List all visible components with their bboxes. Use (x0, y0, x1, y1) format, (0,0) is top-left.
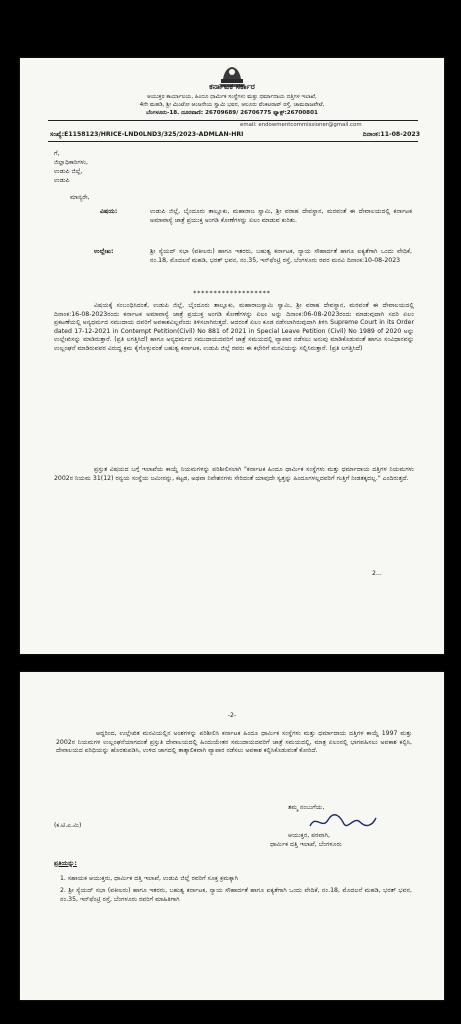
header-divider (48, 120, 418, 121)
office-address-line-3: ಬೆಂಗಳೂರು-18. ದೂರವಾಣಿ: 26709689/ 26706775 ಫ್ಯಾಕ್ಸ್:26700801 (146, 110, 318, 116)
office-address-line-2: 4ನೇ ಮಹಡಿ, ಶ್ರೀ ಮಿಂಟೋ ಆಂಜನೇಯ ಸ್ವಾಮಿ ಭವನ, ಆಲೂರು ವೆಂಕಟರಾವ್ ರಸ್ತೆ, ಚಾಮರಾಜಪೇಟೆ, (139, 102, 325, 108)
copy-item-2: 2. ಶ್ರೀ ಸ್ಯೆಯದ್ ಸಭಾ (ವಕೀಲರು) ಹಾಗೂ ಇತರರು, ಬಹುತ್ವ ಕರ್ನಾಟಕ, ನ್ಯಾಯ ಸೌಹಾರ್ದತೆ ಹಾಗೂ ಐಕ್ಯತೆಗಾಗಿ ಒಂದು ವೇದಿಕೆ, ನಂ.18, ಮೊದಲನೆ ಮಹಡಿ, ಭರತ್ ಭವನ, ನಂ.35, ಇನ್‌ಫೆಂಟ್ರಿ ರಸ್ತೆ, ಬೆಂಗಳೂರು ರವರಿಗೆ ಮಾಹಿತಿಗಾಗಿ (60, 887, 412, 903)
letter-page-2 (20, 672, 444, 1000)
addressee-line-3: ಉಡುಪಿ (54, 177, 70, 184)
copy-item-1: 1. ಸಹಾಯಕ ಆಯುಕ್ತರು, ಧಾರ್ಮಿಕ ದತ್ತಿ ಇಲಾಖೆ, ಉಡುಪಿ ಜಿಲ್ಲೆ ರವರಿಗೆ ಸೂಕ್ತ ಕ್ರಮಕ್ಕಾಗಿ (60, 875, 239, 882)
page-number: -2- (227, 712, 237, 719)
copy-heading: ಪ್ರತಿಯನ್ನು: (54, 860, 77, 867)
reference-divider (48, 141, 418, 142)
email-address: email: endowmentcommissioner@gmail.com (240, 122, 362, 128)
addressee-line-1: ಜಿಲ್ಲಾಧಿಕಾರಿಗಳು, (54, 159, 88, 166)
body-paragraph-1: ವಿಷಯಕ್ಕೆ ಸಂಬಂಧಿಸಿದಂತೆ, ಉಡುಪಿ ಜಿಲ್ಲೆ, ಬೈಂದೂರು ತಾಲ್ಲೂಕು, ಮಹಾರಾಜಸ್ವಾಮಿ ಸ್ವಾಮಿ, ಶ್ರೀ ವರಾಹ ದೇವಸ್ಥಾನ, ಮರವಂತೆ ಈ ದೇವಾಲಯದಲ್ಲಿ ದಿನಾಂಕ:16-08-2023ರಂದು ಕರ್ನಾಟಕ ಅಮಾವಾಸ್ಯೆ ಜಾತ್ರೆ ಪ್ರಯುಕ್ತ ಅಂಗಡಿ ಕೋಣೆಗಳನ್ನು ಏಲಂ ಅನ್ನು ದಿನಾಂಕ:06-08-2023ರಂದು ಮಾಡುವುದಾಗಿ ಸದರಿ ಏಲಂ ಪ್ರಕಟಣೆಯಲ್ಲಿ ಅನ್ಯಧರ್ಮದ ಸಮುದಾಯ ದವರಿಗೆ ಅವಕಾಶವಿಲ್ಲವೆಂದು ತಿಳಿಸಲಾಗಿರುತ್ತದೆ. ಆದರಂತೆ ಏಲಂ ಕೂಡ ನಡೆಸಲಾಗಿರುವುದಾಗಿ ತಿಳಿಸಿ Supreme Court in its Order dated 17-12-2021 in Contempt Petition(Civil) No 881 of 2021 in Special Leave Petition (Civil) No 1989 of 2020 ಅನ್ನು ಉಲ್ಲೇಖಿಸನ್ನು ಮಾಡಿರುತ್ತಾರೆ. (ಪ್ರತಿ ಲಗತ್ತಿಸಿದೆ) ಹಾಗೂ ಅನ್ಯಧರ್ಮದ ಸಮುದಾಯದವರಿಗೆ ಜಾತ್ರೆ ಸಮಯದಲ್ಲಿ ವ್ಯಾಪಾರ ನಡೆಸಲು ಅನುವು ಮಾಡಿಕೊಡುವಂತೆ ಹಾಗೂ ಸಂವಿಧಾನವನ್ನು ಉಲ್ಲಂಘನೆ ಮಾಡಿರುವವರ ವಿರುದ್ಧ ಕ್ರಮ ಕೈಗೊಳ್ಳುವಂತೆ ಬಹುತ್ವ ಕರ್ನಾಟಕ, ಉಡುಪಿ ಜಿಲ್ಲೆ ರವರು ಈ ಕಛೇರಿಗೆ ಮನವಿಯನ್ನು ಸಲ್ಲಿಸಿರುತ್ತಾರೆ. (ಪ್ರತಿ ಲಗತ್ತಿಸಿದೆ) (54, 302, 414, 352)
addressee-to: ಗೆ, (54, 150, 60, 157)
letter-date: ದಿನಾಂಕ:11-08-2023 (362, 131, 420, 138)
reference-label: ಉಲ್ಲೇಖ: (94, 248, 114, 255)
addressee-line-2: ಉಡುಪಿ ಜಿಲ್ಲೆ, (54, 168, 83, 175)
signatory-title: ಆಯುಕ್ತರ, ಪರವಾಗಿ, (288, 832, 330, 839)
body-paragraph-3: ಆದ್ದರಿಂದ, ಉಲ್ಲೇಖಿತ ಮನವಿಯಲ್ಲಿನ ಅಂಶಗಳನ್ನು ಪರಿಶೀಲಿಸಿ ಕರ್ನಾಟಕ ಹಿಂದೂ ಧಾರ್ಮಿಕ ಸಂಸ್ಥೆಗಳು ಮತ್ತು ಧರ್ಮಾದಾಯ ದತ್ತಿಗಳ ಕಾಯ್ದೆ 1997 ಮತ್ತು 2002ರ ನಿಯಮಗಳ ಉಲ್ಲಂಘನೆಯಾಗದಂತೆ ಪ್ರಸ್ತುತಿ ದೇವಾಲಯದಲ್ಲಿ ಹಿಂದುಯೇತರ ಸಮುದಾಯದವರಿಗೆ ಜಾತ್ರೆ ಸಮಯದಲ್ಲಿ, ಮಾತ್ರ ಏಲಂನಲ್ಲಿ ಭಾಗವಹಿಸಲು ಅವಕಾಶ ಕಲ್ಪಿಸಿ, ದೇವಾಲಯದ ಪರಿಧಿಯನ್ನು ಹೊರತುಪಡಿಸಿ, ಉಳಿದ ಜಾಗದಲ್ಲಿ ತಾತ್ಕಾಲಿಕವಾಗಿ ವ್ಯಾಪಾರ ನಡೆಸಲು ಅವಕಾಶ ಕಲ್ಪಿಸಿಕೊಡುವಂತೆ ಕೋರಿದೆ. (56, 730, 412, 755)
signatory-department: ಧಾರ್ಮಿಕ ದತ್ತಿ ಇಲಾಖೆ, ಬೆಂಗಳೂರು (270, 841, 342, 848)
subject-text: ಉಡುಪಿ ಜಿಲ್ಲೆ, ಬೈಂದೂರು ತಾಲ್ಲೂಕು, ಮಹಾರಾಜ ಸ್ವಾಮಿ, ಶ್ರೀ ವರಾಹ ದೇವಸ್ಥಾನ, ಮರವಂತೆ ಈ ದೇವಾಲಯದಲ್ಲಿ ಕರ್ನಾಟಕ ಅಮಾವಾಸ್ಯೆ ಜಾತ್ರೆ ಪ್ರಯುಕ್ತ ಅಂಗಡಿ ಕೋಣೆಗಳನ್ನು ಏಲಂ ಮಾಡುವ ಕುರಿತು. (150, 208, 412, 224)
reference-number: ಸಂಖ್ಯೆ:E1158123/HRICE-LND0LND3/325/2023-ADMLAN-HRI (50, 131, 244, 138)
subject-label: ವಿಷಯ: (100, 208, 118, 215)
continued-marker: 2... (372, 570, 382, 577)
salutation: ಮಾನ್ಯರೇ, (70, 194, 90, 201)
initials: (ಕ.ಟಿ.ಎ.ಮಿ) (54, 822, 82, 829)
reference-row (50, 131, 420, 139)
handwritten-signature-icon (306, 812, 378, 832)
reference-text: ಶ್ರೀ ಸ್ಯೆಯದ್ ಸಭಾ (ವಕೀಲರು) ಹಾಗೂ ಇತರರು, ಬಹುತ್ವ ಕರ್ನಾಟಕ, ನ್ಯಾಯ ಸೌಹಾರ್ದತೆ ಹಾಗೂ ಐಕ್ಯತೆಗಾಗಿ ಒಂದು ವೇದಿಕೆ, ನಂ.18, ಮೊದಲನೆ ಮಹಡಿ, ಭರತ್ ಭವನ, ನಂ.35, ಇನ್‌ಫೆಂಟ್ರಿ ರಸ್ತೆ, ಬೆಂಗಳೂರು ರವರ ಮನವಿ ದಿನಾಂಕ:10-08-2023 (150, 248, 412, 264)
letter-page-1 (20, 58, 444, 654)
government-title: ಕರ್ನಾಟಕ ಸರ್ಕಾರ (209, 82, 255, 91)
separator-stars: ******************* (193, 290, 271, 297)
office-address-line-1: ಆಯುಕ್ತರ ಕಾರ್ಯಾಲಯ, ಹಿಂದೂ ಧಾರ್ಮಿಕ ಸಂಸ್ಥೆಗಳು ಮತ್ತು ಧರ್ಮಾದಾಯ ದತ್ತಿಗಳ ಇಲಾಖೆ, (147, 94, 317, 100)
body-paragraph-2: ಪ್ರಸ್ತುತ ವಿಷಯದ ಬಗ್ಗೆ ಇಲಾಖೆಯ ಕಾಯ್ದೆ ನಿಯಮಗಳನ್ನು ಪರಿಶೀಲಿಸಲಾಗಿ "ಕರ್ನಾಟಕ ಹಿಂದೂ ಧಾರ್ಮಿಕ ಸಂಸ್ಥೆಗಳು ಮತ್ತು ಧರ್ಮಾದಾಯ ದತ್ತಿಗಳ ನಿಯಮಗಳು 2002ರ ನಿಯಮ 31(12) ರನ್ವಯ ಸಂಸ್ಥೆಯ ಜಮೀನನ್ನು, ಕಟ್ಟಡ, ಅಥವಾ ನಿವೇಶನಗಳು ಸೇರಿದಂತೆ ಯಾವುದೇ ಸ್ವತ್ತನ್ನು ಹಿಂದೂಗಳಲ್ಲದವರಿಗೆ ಗುತ್ತಿಗೆ ನೀಡತಕ್ಕದಲ್ಲ." ಎಂದಿರುತ್ತದೆ. (54, 466, 414, 482)
closing-phrase: ತಮ್ಮ ನಂಬುಗೆಯ, (288, 804, 325, 811)
